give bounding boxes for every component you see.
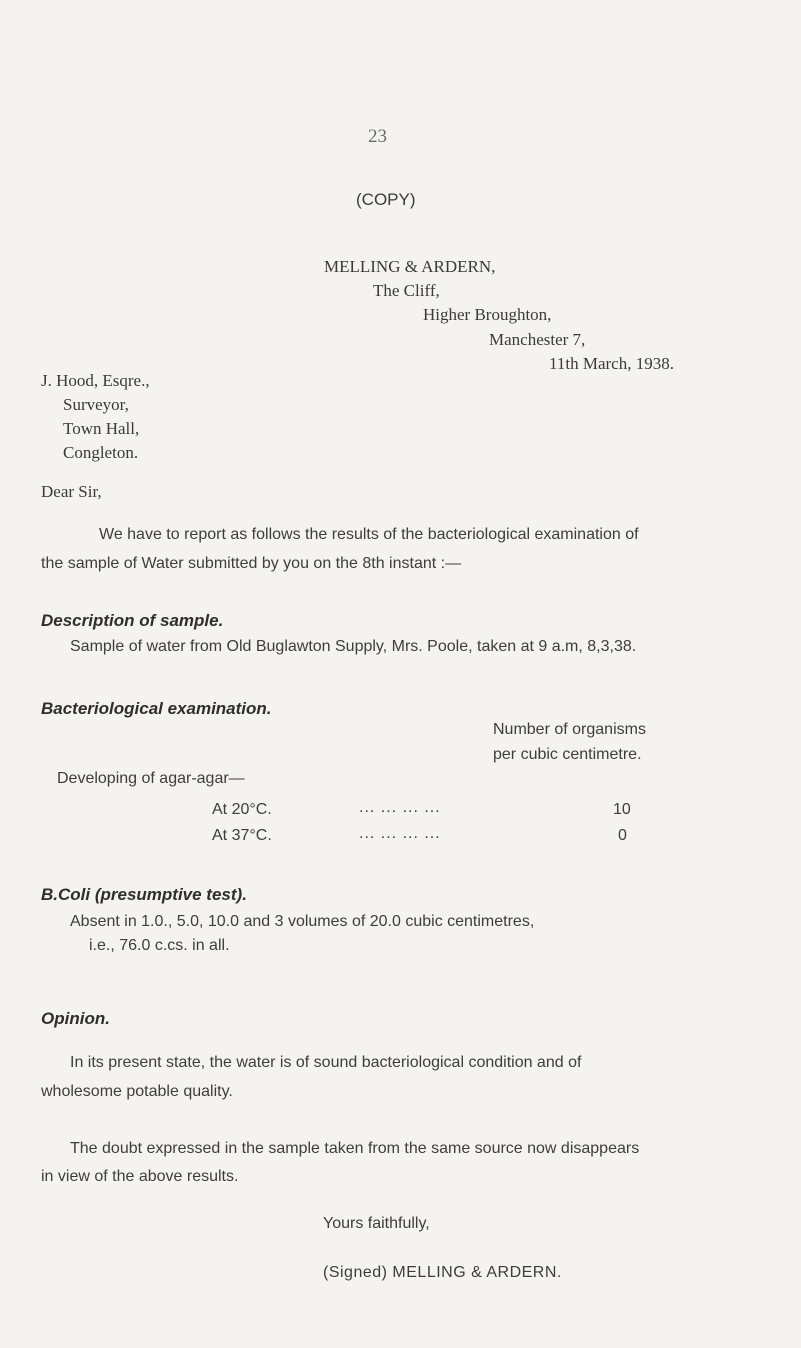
opinion-text: In its present state, the water is of sound bacteriological condition and of — [70, 1054, 582, 1071]
sender-address-line: Manchester 7, — [489, 330, 586, 349]
temperature-label: At 37°C. — [212, 827, 272, 844]
organism-count: 10 — [613, 801, 631, 818]
copy-label: (COPY) — [356, 190, 416, 209]
sender-name: MELLING & ARDERN, — [324, 257, 496, 276]
intro-line: We have to report as follows the results of the bacteriological examination of — [99, 526, 639, 543]
sender-address-line: The Cliff, — [373, 281, 440, 300]
description-heading: Description of sample. — [41, 611, 224, 630]
developing-label: Developing of agar-agar— — [57, 770, 245, 787]
letter-date: 11th March, 1938. — [549, 354, 674, 373]
bcoli-text: i.e., 76.0 c.cs. in all. — [89, 937, 230, 954]
signature: (Signed) MELLING & ARDERN. — [323, 1264, 562, 1281]
bacteriological-heading: Bacteriological examination. — [41, 699, 272, 718]
closing: Yours faithfully, — [323, 1215, 430, 1232]
opinion-text: wholesome potable quality. — [41, 1083, 233, 1100]
temperature-label: At 20°C. — [212, 801, 272, 818]
recipient-title: Surveyor, — [63, 395, 129, 414]
description-text: Sample of water from Old Buglawton Supply, Mrs. Poole, taken at 9 a.m, 8,3,38. — [70, 638, 637, 655]
organism-count: 0 — [618, 827, 627, 844]
salutation: Dear Sir, — [41, 482, 102, 501]
column-header: per cubic centimetre. — [493, 746, 642, 763]
leader-dots: ... ... ... ... — [359, 799, 441, 816]
bcoli-heading: B.Coli (presumptive test). — [41, 885, 247, 904]
opinion-text: The doubt expressed in the sample taken from the same source now disappears — [70, 1140, 640, 1157]
recipient-town: Congleton. — [63, 443, 139, 462]
intro-line: the sample of Water submitted by you on the 8th instant :— — [41, 555, 462, 572]
bcoli-text: Absent in 1.0., 5.0, 10.0 and 3 volumes of 20.0 cubic centimetres, — [70, 913, 535, 930]
recipient-place: Town Hall, — [63, 419, 140, 438]
opinion-heading: Opinion. — [41, 1009, 110, 1028]
page-number: 23 — [368, 126, 387, 147]
sender-address-line: Higher Broughton, — [423, 305, 552, 324]
recipient-name: J. Hood, Esqre., — [41, 371, 150, 390]
leader-dots: ... ... ... ... — [359, 825, 441, 842]
opinion-text: in view of the above results. — [41, 1168, 239, 1185]
column-header: Number of organisms — [493, 721, 646, 738]
